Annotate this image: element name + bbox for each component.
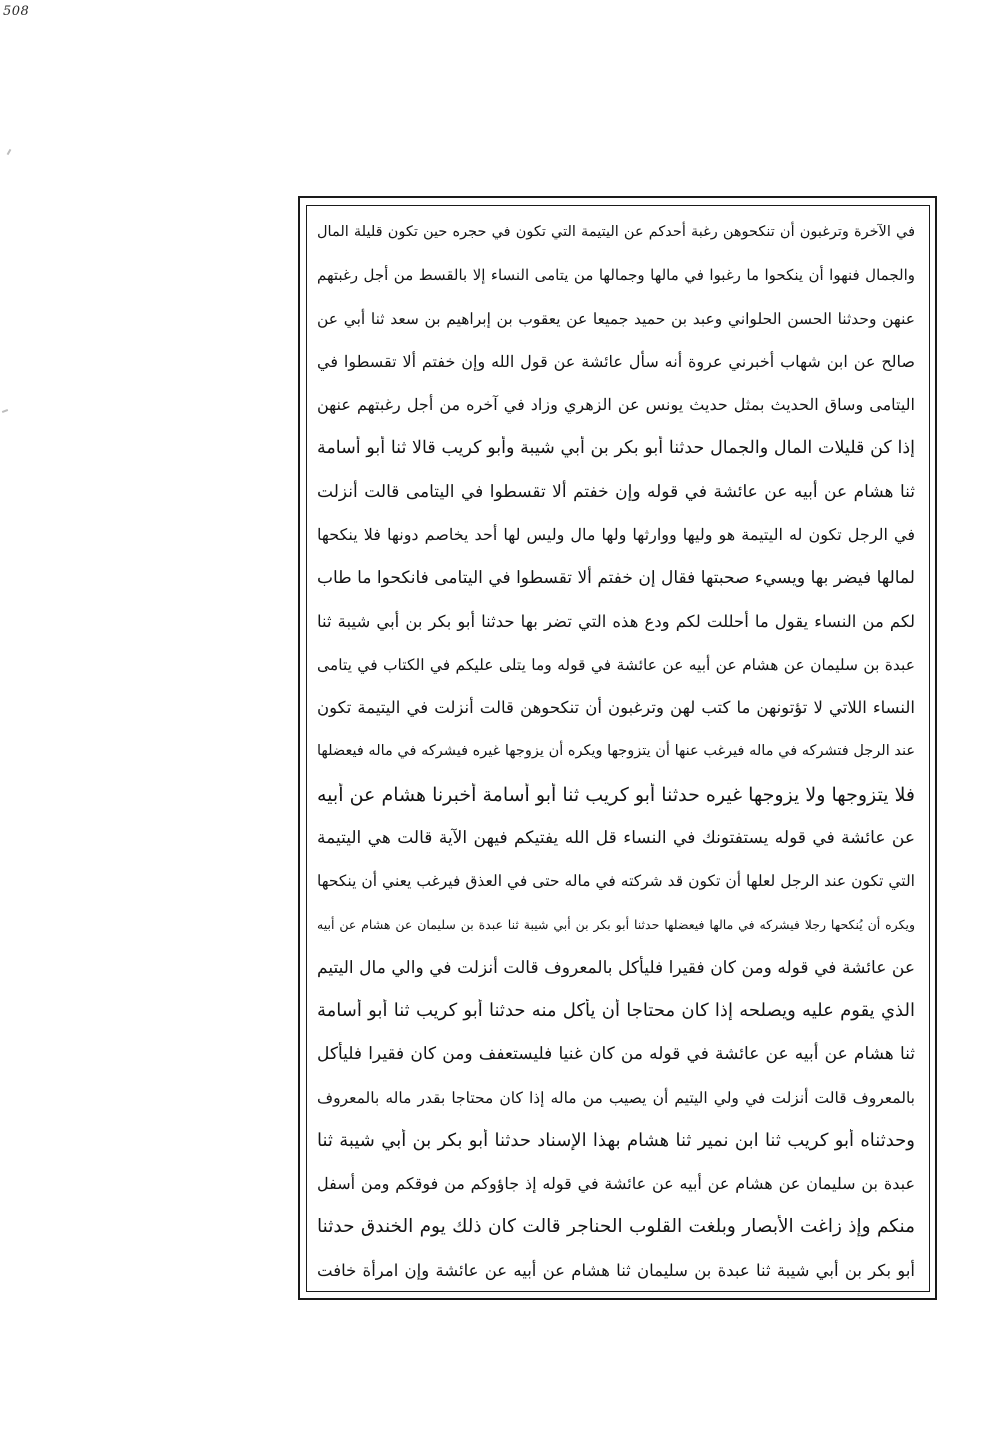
text-line: في الرجل تكون له اليتيمة هو وليها ووارثها ولها مال وليس لها أحد يخاصم دونها فلا ينكحها — [317, 524, 915, 544]
text-line: لمالها فيضر بها ويسيء صحبتها فقال إن خفتم ألا تقسطوا في اليتامى فانكحوا ما طاب — [317, 568, 915, 589]
margin-mark — [7, 149, 12, 155]
text-line: عن عائشة في قوله ومن كان فقيرا فليأكل بالمعروف قالت أنزلت في والي مال اليتيم — [317, 957, 915, 978]
text-line: عنهن وحدثنا الحسن الحلواني وعبد بن حميد جميعا عن يعقوب بن إبراهيم بن سعد ثنا أبي عن — [317, 309, 915, 328]
text-line: إذا كن قليلات المال والجمال حدثنا أبو بكر بن أبي شيبة وأبو كريب قالا ثنا أبو أسامة — [317, 438, 915, 459]
text-line: صالح عن ابن شهاب أخبرني عروة أنه سأل عائشة عن قول الله وإن خفتم ألا تقسطوا في — [317, 351, 915, 371]
text-line: عند الرجل فتشركه في ماله فيرغب عنها أن يتزوجها ويكره أن يزوجها غيره فيشركه في ماله فيعضلها — [317, 743, 915, 760]
text-line: ثنا هشام عن أبيه عن عائشة في قوله من كان غنيا فليستعفف ومن كان فقيرا فليأكل — [317, 1044, 915, 1065]
manuscript-text-block — [317, 220, 915, 1283]
text-line: عبدة بن سليمان عن هشام عن أبيه عن عائشة في قوله وما يتلى عليكم في الكتاب في يتامى — [317, 655, 915, 674]
text-line: عن عائشة في قوله يستفتونك في النساء قل الله يفتيكم فيهن الآية قالت هي اليتيمة — [317, 827, 915, 848]
text-line: أبو بكر بن أبي شيبة ثنا عبدة بن سليمان ثنا هشام عن أبيه عن عائشة وإن امرأة خافت — [317, 1260, 915, 1280]
text-line: بالمعروف قالت أنزلت في ولي اليتيم أن يصيب من ماله إذا كان محتاجا بقدر ماله بالمعروف — [317, 1088, 915, 1107]
text-line: والجمال فنهوا أن ينكحوا ما رغبوا في مالها وجمالها من يتامى النساء إلا بالقسط من أجل رغبتهم — [317, 266, 915, 285]
text-line: لكم من النساء يقول ما أحللت لكم ودع هذه التي تضر بها حدثنا أبو بكر بن أبي شيبة ثنا — [317, 611, 915, 631]
text-line: التي تكون عند الرجل لعلها أن تكون قد شركته في ماله حتى في العذق فيرغب يعني أن ينكحها — [317, 872, 915, 891]
text-line: ويكره أن يُنكحها رجلا فيشركه في مالها فيعضلها حدثنا أبو بكر بن أبي شيبة ثنا عبدة بن سليمان عن هشام عن أبيه — [317, 916, 915, 932]
folio-number: 508 — [3, 4, 30, 19]
text-line: فلا يتزوجها ولا يزوجها غيره حدثنا أبو كريب ثنا أبو أسامة أخبرنا هشام عن أبيه — [317, 783, 915, 806]
text-line: الذي يقوم عليه ويصلحه إذا كان محتاجا أن يأكل منه حدثنا أبو كريب ثنا أبو أسامة — [317, 1000, 915, 1022]
text-line: وحدثناه أبو كريب ثنا ابن نمير ثنا هشام بهذا الإسناد حدثنا أبو بكر بن أبي شيبة ثنا — [317, 1129, 915, 1151]
text-line: اليتامى وساق الحديث بمثل حديث يونس عن الزهري وزاد في آخره من أجل رغبتهم عنهن — [317, 395, 915, 415]
text-line: ثنا هشام عن أبيه عن عائشة في قوله وإن خفتم ألا تقسطوا في اليتامى قالت أنزلت — [317, 481, 915, 502]
text-line: منكم وإذ زاغت الأبصار وبلغت القلوب الحناجر قالت كان ذلك يوم الخندق حدثنا — [317, 1216, 915, 1238]
margin-mark — [2, 409, 8, 413]
text-line: في الآخرة وترغبون أن تنكحوهن رغبة أحدكم عن اليتيمة التي تكون في حجره حين تكون قليلة المال — [317, 224, 915, 240]
text-line: عبدة بن سليمان عن هشام عن أبيه عن عائشة في قوله إذ جاؤوكم من فوقكم ومن أسفل — [317, 1174, 915, 1194]
page-inner-border — [306, 205, 930, 1292]
text-line: النساء اللاتي لا تؤتونهن ما كتب لهن وترغبون أن تنكحوهن قالت أنزلت في اليتيمة تكون — [317, 698, 915, 718]
